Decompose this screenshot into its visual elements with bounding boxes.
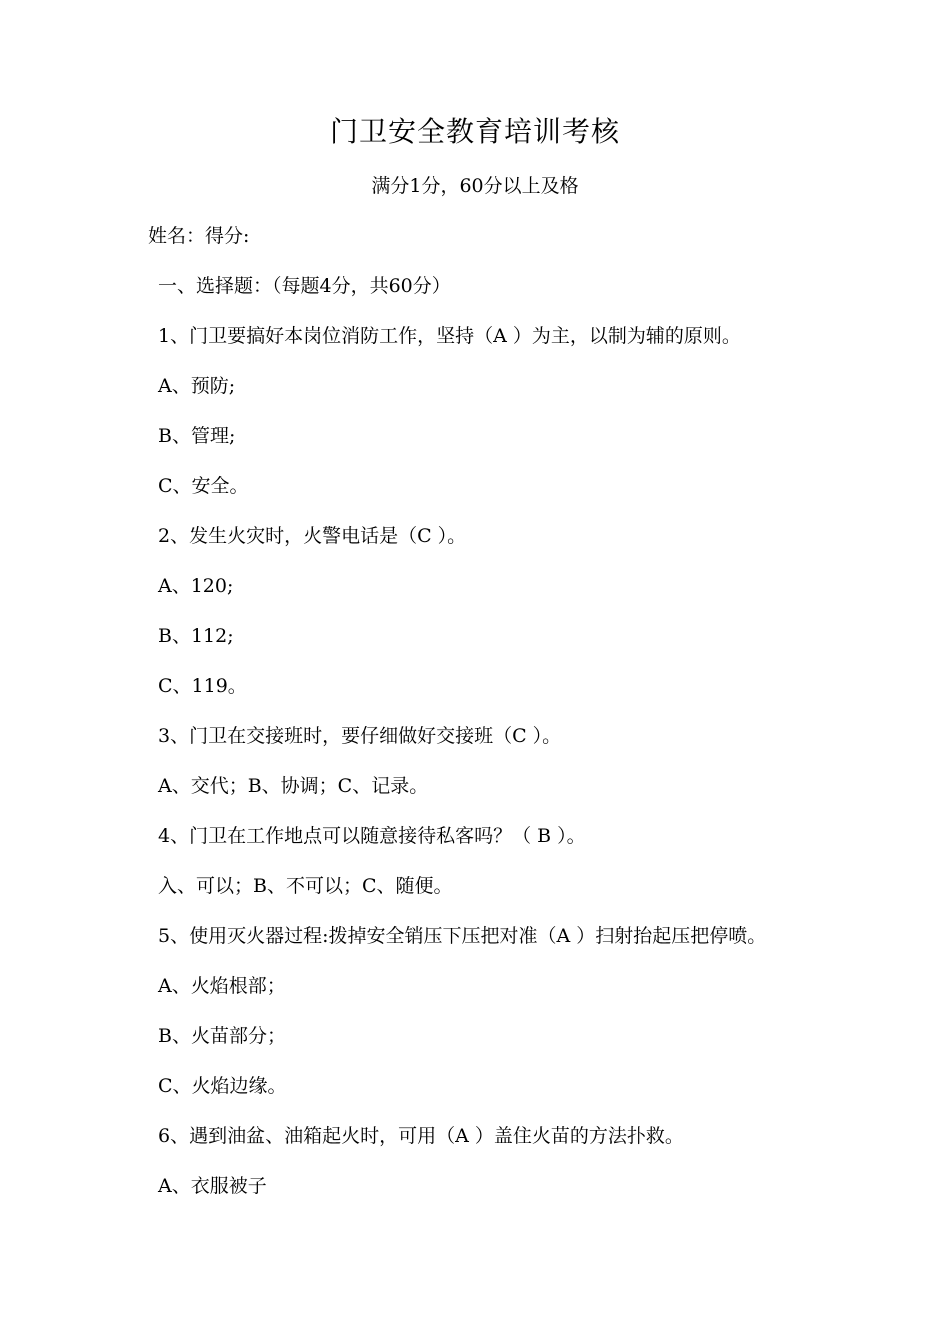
- option-5b: B、火苗部分；: [158, 1025, 286, 1047]
- question-6: 6、遇到油盆、油箱起火时，可用（A ）盖住火苗的方法扑救。: [158, 1125, 684, 1147]
- option-5a: A、火焰根部；: [158, 975, 286, 997]
- option-5c: C、火焰边缘。: [158, 1075, 287, 1097]
- name-score-line: 姓名：得分:: [148, 225, 250, 247]
- question-1: 1、门卫要搞好本岗位消防工作，坚持（A ）为主，以制为辅的原则。: [158, 325, 741, 347]
- question-5: 5、使用灭火器过程:拨掉安全销压下压把对准（A ）扫射抬起压把停喷。: [158, 925, 767, 947]
- document-subtitle: 满分1分，60分以上及格: [371, 175, 579, 197]
- option-2b: B、112;: [158, 625, 234, 647]
- section-heading: 一、选择题：（每题4分，共60分）: [158, 275, 451, 297]
- option-2c: C、119。: [158, 675, 247, 697]
- options-4: 入、可以；B、不可以；C、随便。: [158, 875, 453, 897]
- question-3: 3、门卫在交接班时，要仔细做好交接班（C ）。: [158, 725, 562, 747]
- option-2a: A、120;: [158, 575, 234, 597]
- option-1b: B、管理;: [158, 425, 236, 447]
- document-title: 门卫安全教育培训考核: [329, 115, 620, 148]
- option-1c: C、安全。: [158, 475, 249, 497]
- question-4: 4、门卫在工作地点可以随意接待私客吗？（ B ）。: [158, 825, 586, 847]
- question-2: 2、发生火灾时，火警电话是（C ）。: [158, 525, 467, 547]
- options-3: A、交代；B、协调；C、记录。: [158, 775, 429, 797]
- option-6a: A、衣服被子: [158, 1175, 267, 1197]
- option-1a: A、预防;: [158, 375, 236, 397]
